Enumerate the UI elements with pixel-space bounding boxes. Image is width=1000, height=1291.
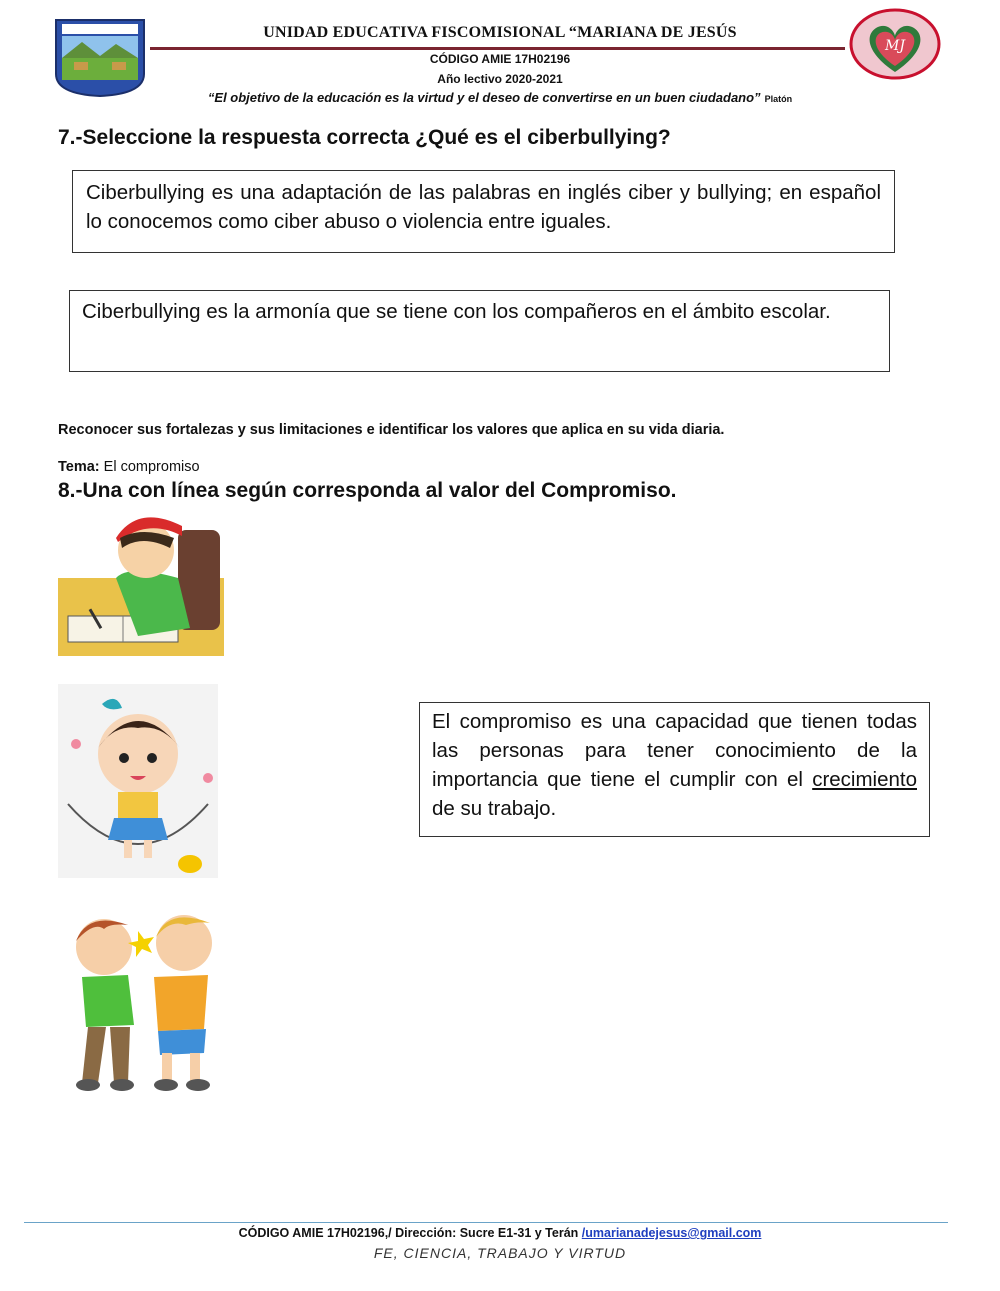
footer-email-link[interactable]: /umarianadejesus@gmail.com <box>581 1226 762 1240</box>
boys-fighting-image[interactable] <box>58 907 230 1093</box>
definition-text-1: El compromiso es una capacidad que tienen todas las personas para tener conocimiento de la importancia que tiene el cumplir con el <box>432 710 917 791</box>
quote-author: Platón <box>764 94 793 104</box>
question-8-title: 8.-Una con línea según corresponda al valor del Compromiso. <box>58 479 677 502</box>
question-7-title: 7.-Seleccione la respuesta correcta ¿Qué es el ciberbullying? <box>58 126 671 149</box>
footer-divider <box>24 1222 948 1223</box>
header-quote <box>110 90 890 105</box>
heart-emblem-logo <box>848 6 942 82</box>
topic-label: Tema: <box>58 459 100 475</box>
definition-underlined-word: crecimiento <box>812 768 917 791</box>
answer-option-2[interactable]: Ciberbullying es la armonía que se tiene con los compañeros en el ámbito escolar. <box>69 290 890 372</box>
svg-text:MJ: MJ <box>885 38 905 54</box>
quote-text: “El objetivo de la educación es la virtud y el deseo de convertirse en un buen ciudadano” <box>207 90 761 105</box>
footer-address-text: CÓDIGO AMIE 17H02196,/ Dirección: Sucre E1-31 y Terán <box>238 1226 582 1240</box>
topic-line <box>58 459 200 475</box>
compromiso-definition-box[interactable] <box>419 702 930 837</box>
school-crest-logo <box>52 16 148 98</box>
girl-jumping-rope-image[interactable] <box>58 684 218 878</box>
school-year: Año lectivo 2020-2021 <box>437 72 563 86</box>
definition-text-2: de su trabajo. <box>432 797 557 820</box>
answer-option-1[interactable]: Ciberbullying es una adaptación de las palabras en inglés ciber y bullying; en español lo conocemos como ciber abuso o violencia entre iguales. <box>72 170 895 253</box>
header-divider <box>150 47 845 50</box>
footer-address <box>0 1226 1000 1240</box>
footer-motto: FE, CIENCIA, TRABAJO Y VIRTUD <box>373 1245 627 1261</box>
boy-studying-image[interactable] <box>58 508 224 656</box>
school-name: UNIDAD EDUCATIVA FISCOMISIONAL “MARIANA DE JESÚS <box>263 24 737 41</box>
topic-value: El compromiso <box>99 459 200 475</box>
learning-objective: Reconocer sus fortalezas y sus limitaciones e identificar los valores que aplica en su vida diaria. <box>58 422 725 438</box>
school-code: CÓDIGO AMIE 17H02196 <box>429 52 571 66</box>
